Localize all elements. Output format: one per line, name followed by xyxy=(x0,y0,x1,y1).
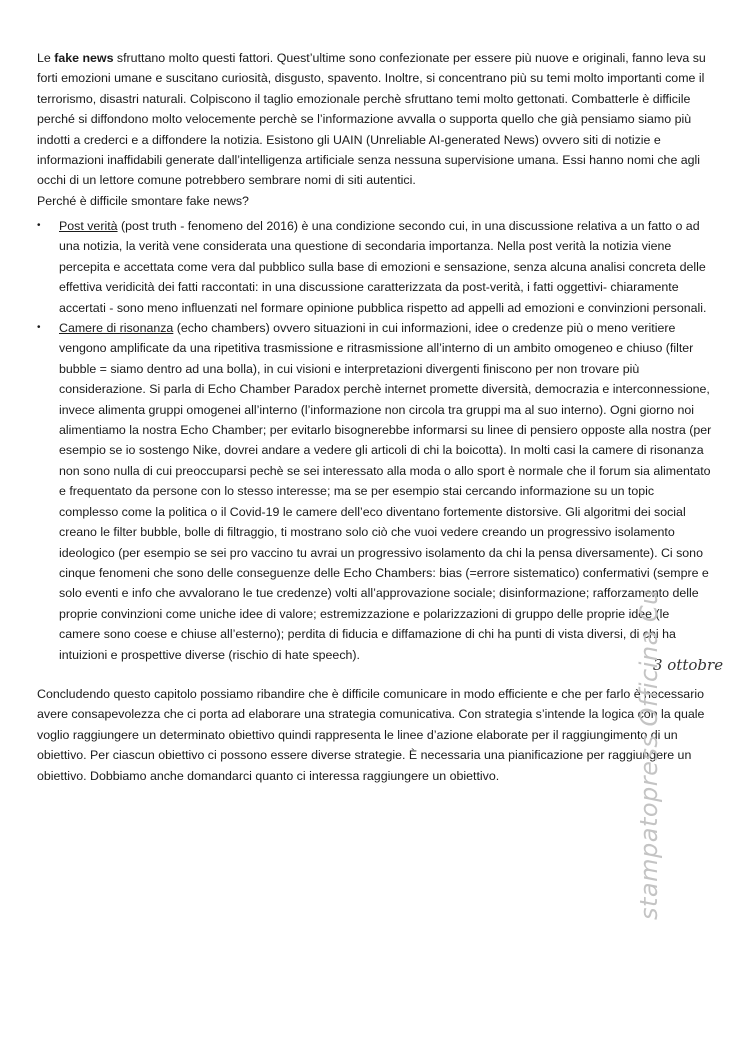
paragraph-conclusion: Concludendo questo capitolo possiamo ribandire che è difficile comunicare in modo efficiente e che per farlo è necessario avere consapevolezza che ci porta ad elaborare una strategia comunicativa. Con strategia s’intende la logica con la quale voglio raggiungere un determinato obiettivo quindi rappresenta le linee d’azione elaborate per il raggiungimento di un obiettivo. Per ciascun obiettivo ci possono essere diverse strategie. È necessaria una pianificazione per raggiungere un obiettivo. Dobbiamo anche domandarci quanto ci interessa raggiungere un obiettivo. xyxy=(37,687,705,783)
bullet-list xyxy=(37,216,713,665)
handwritten-date-note: 3 ottobre xyxy=(653,656,724,674)
bullet-camere-risonanza xyxy=(37,318,713,665)
bullet-post-verita xyxy=(37,216,713,318)
underlined-term: Post verità xyxy=(59,219,118,233)
bold-term-fake-news: fake news xyxy=(54,51,114,65)
paragraph-fake-news xyxy=(37,48,713,211)
watermark-text: stampatopress Officina Cu xyxy=(635,589,663,920)
underlined-term: Camere di risonanza xyxy=(59,321,174,336)
paragraph-body: sfruttano molto questi fattori. Quest’ultime sono confezionate per essere più nuove e originali, fanno leva su forti emozioni umane e suscitano curiosità, disgusto, spavento. Inoltre, si concentrano più su temi molto importanti come il terrorismo, disastri naturali. Colpiscono il taglio emozionale perchè sfruttano temi molto gettonati. Combatterle è difficile perché si diffondono molto velocemente perchè se l’informazione avvalla o supporta quello che già pensiamo siamo più indotti a crederci e a diffondere la notizia. Esistono gli UAIN (Unreliable AI-generated News) ovvero siti di notizie e informazioni inaffidabili generate dall’intelligenza artificiale senza nessuna supervisione umana. Essi hanno nomi che agli occhi di un lettore comune potrebbero sembrare nomi di siti autentici. xyxy=(37,51,706,188)
question-line: Perché è difficile smontare fake news? xyxy=(37,193,249,208)
bullet-text: (echo chambers) ovvero situazioni in cui informazioni, idee o credenze più o meno veritiere vengono amplificate da una ripetitiva trasmissione e ritrasmissione all’interno di un ambito omogeneo e chiuso (filter bubble = siamo dentro ad una bolla), in cui visioni e interpretazioni divergenti finiscono per non trovare più considerazione. Si parla di Echo Chamber Paradox perchè internet promette diversità, democrazia e interconnessione, invece alimenta gruppi omogenei all’interno (l’informazione non circola tra gruppi ma al suo interno). Ogni giorno noi alimentiamo la nostra Echo Chamber; per evitarlo bisognerebbe informarsi su linee di pensiero opposte alla nostra (per esempio se io sostengo Nike, dovrei andare a vedere gli articoli di chi la boicotta). In molti casi la camere di risonanza non sono nulla di cui preoccuparsi pechè se sei interessato alla moda o allo sport è normale che il forum sia alimentato e frequentato da persone con lo stesso interesse; ma se per esempio stai cercando informazione su un topic complesso come la politica o il Covid-19 le camere dell’eco diventano fortemente distorsive. Gli algoritmi dei social creano le filter bubble, bolle di filtraggio, ti mostrano solo ciò che vuoi vedere creando un progressivo isolamento ideologico (per esempio se sei pro vaccino tu avrai un progressivo isolamento da chi la pensa diversamente). Ci sono cinque fenomeni che sono delle conseguenze delle Echo Chambers: bias (=errore sistematico) confermativi (sempre e solo eventi e info che avvalorano le tue credenze) volti all’approvazione sociale; disinformazione; rafforzamento delle proprie convinzioni come uniche idee di valore; estremizzazione e polarizzazioni di gruppo delle proprie idee (le camere sono coese e chiuse all’esterno); perdita di fiducia e diffamazione di chi ha punti di vista diversi, di chi ha intuizioni e prospettive diverse (rischio di hate speech). xyxy=(59,321,712,662)
paragraph-prefix: Le xyxy=(37,51,55,65)
bullet-text: (post truth - fenomeno del 2016) è una condizione secondo cui, in una discussione relativa a un fatto o ad una notizia, la verità vene considerata una questione di secondaria importanza. Nella post verità la notizia viene percepita e accettata come vera dal pubblico sulla base di emozioni e sensazione, senza alcuna analisi concreta delle effettiva veridicità dei fatti raccontati: in una discussione caratterizzata da post-verità, i fatti oggettivi- chiaramente accertati - sono meno influenzati nel formare opinione pubblica rispetto ad appelli ad emozioni e convinzioni personali. xyxy=(59,219,707,315)
